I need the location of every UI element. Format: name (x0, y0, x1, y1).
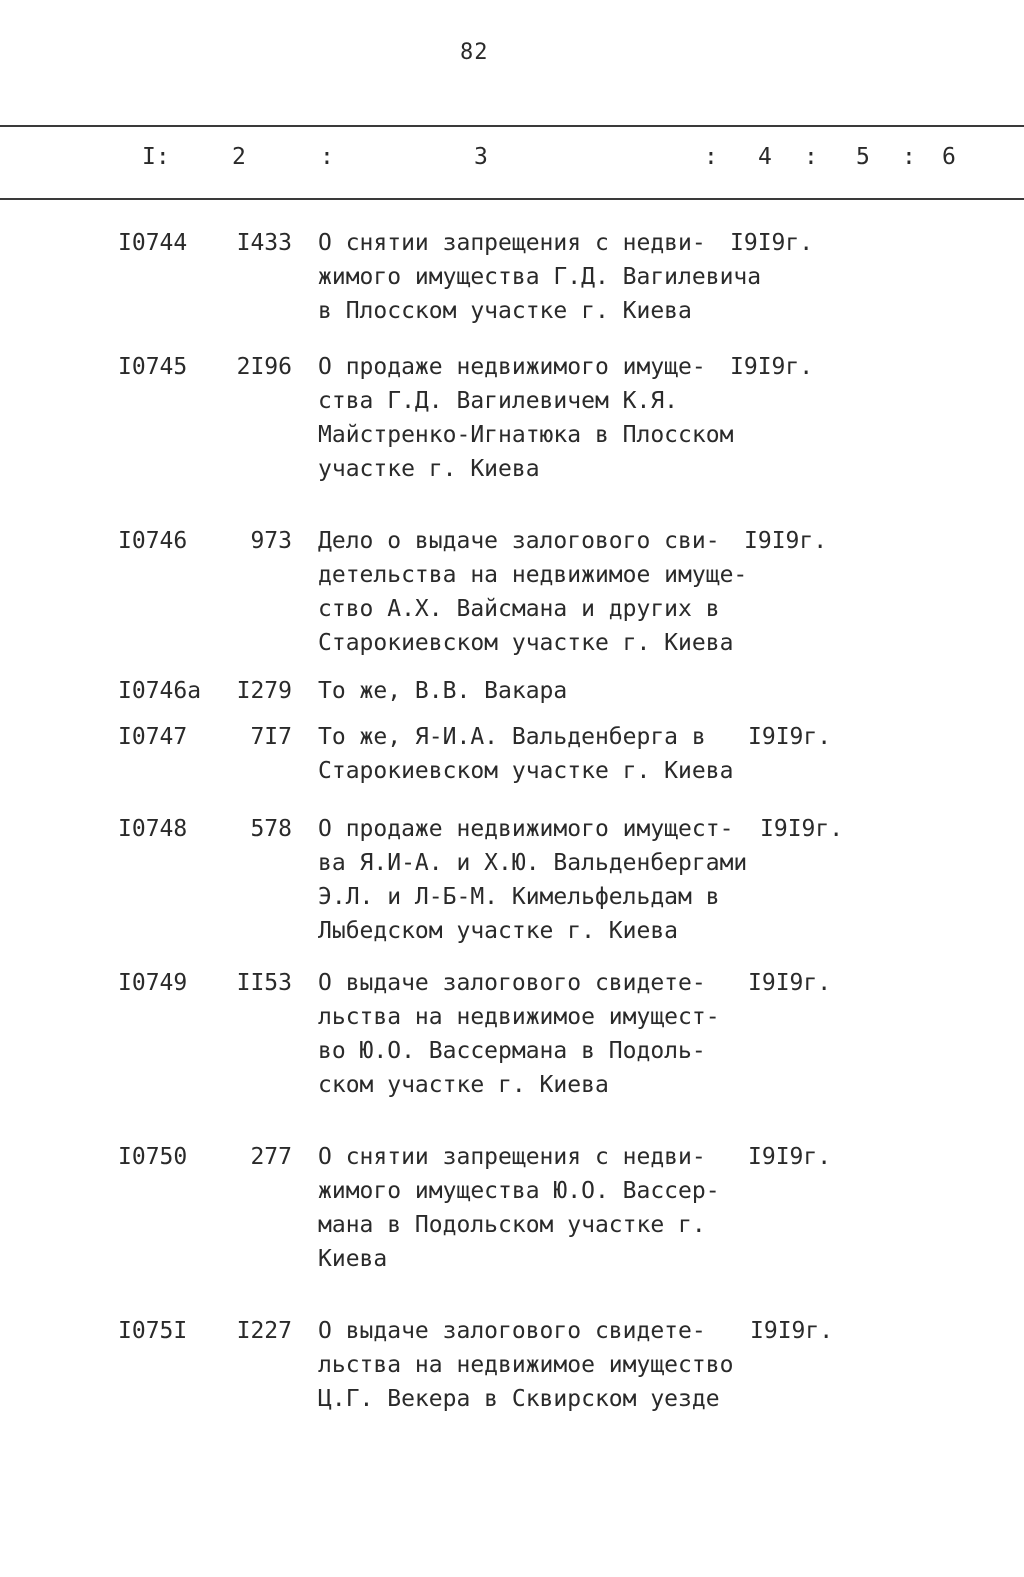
entry-title-line: Ц.Г. Векера в Сквирском уезде (318, 1386, 720, 1412)
entry-title-line: в Плосском участке г. Киева (318, 298, 692, 324)
entry-year: I9I9г. (748, 1144, 832, 1170)
entry-title-line: О снятии запрещения с недви- (318, 230, 706, 256)
entry-sheet-count: I227 (236, 1318, 292, 1344)
column-header-6: 6 (942, 144, 956, 170)
entry-number: I0746а (118, 678, 202, 704)
entry-number: I0744 (118, 230, 188, 256)
entry-title-line: То же, В.В. Вакара (318, 678, 568, 704)
column-header-4: 4 (758, 144, 772, 170)
entry-title (318, 226, 762, 328)
entry-sheet-count: 973 (250, 528, 292, 554)
column-header-3: 3 (474, 144, 488, 170)
entry-year: I9I9г. (730, 354, 814, 380)
entry-title-line: ства Г.Д. Вагилевичем К.Я. (318, 388, 679, 414)
header-bottom-rule (0, 198, 1024, 200)
entry-sheet-count: 7I7 (250, 724, 292, 750)
column-separator: : (902, 144, 916, 170)
entry-title (318, 524, 758, 660)
column-separator: : (320, 144, 334, 170)
entry-sheet-count: I433 (236, 230, 292, 256)
page-number: 82 (460, 40, 489, 65)
entry-year: I9I9г. (748, 724, 832, 750)
entry-title-line: ство А.Х. Вайсмана и других в (318, 596, 720, 622)
entry-title-line: Киева (318, 1246, 388, 1272)
entry-title (318, 350, 758, 486)
column-header-1: I: (142, 144, 170, 170)
entry-title-line: Старокиевском участке г. Киева (318, 758, 734, 784)
entry-title (318, 674, 758, 708)
column-separator: : (704, 144, 718, 170)
entry-title-line: льства на недвижимое имущест- (318, 1004, 720, 1030)
entry-title-line: Лыбедском участке г. Киева (318, 918, 679, 944)
entry-year: I9I9г. (748, 970, 832, 996)
entry-year: I9I9г. (730, 230, 814, 256)
entry-title-line: ва Я.И-А. и Х.Ю. Вальденбергами (318, 850, 748, 876)
entry-number: I0746 (118, 528, 188, 554)
entry-sheet-count: II53 (236, 970, 292, 996)
entry-title-line: льства на недвижимое имущество (318, 1352, 734, 1378)
entry-title (318, 1140, 758, 1276)
entry-title-line: О выдаче залогового свидете- (318, 1318, 706, 1344)
entry-year: I9I9г. (750, 1318, 834, 1344)
entry-number: I0745 (118, 354, 188, 380)
entry-title (318, 966, 758, 1102)
entry-number: I0749 (118, 970, 188, 996)
entry-title-line: детельства на недвижимое имуще- (318, 562, 748, 588)
entry-title-line: ском участке г. Киева (318, 1072, 609, 1098)
entry-title-line: Майстренко-Игнатюка в Плосском (318, 422, 734, 448)
column-header-row (0, 144, 1024, 178)
entry-year: I9I9г. (760, 816, 844, 842)
entry-title-line: Старокиевском участке г. Киева (318, 630, 734, 656)
entry-sheet-count: 2I96 (236, 354, 292, 380)
entry-number: I0750 (118, 1144, 188, 1170)
entry-title-line: участке г. Киева (318, 456, 540, 482)
entry-sheet-count: 277 (250, 1144, 292, 1170)
entry-title-line: То же, Я-И.А. Вальденберга в (318, 724, 706, 750)
header-top-rule (0, 125, 1024, 127)
entry-title-line: жимого имущества Г.Д. Вагилевича (318, 264, 762, 290)
column-header-2: 2 (232, 144, 246, 170)
entry-title-line: Э.Л. и Л-Б-М. Кимельфельдам в (318, 884, 720, 910)
entry-number: I0748 (118, 816, 188, 842)
entry-title (318, 720, 758, 788)
entry-title-line: жимого имущества Ю.О. Вассер- (318, 1178, 720, 1204)
entry-title-line: О продаже недвижимого имущест- (318, 816, 734, 842)
entry-year: I9I9г. (744, 528, 828, 554)
entry-number: I0747 (118, 724, 188, 750)
entry-title-line: О продаже недвижимого имуще- (318, 354, 706, 380)
entry-title-line: во Ю.О. Вассермана в Подоль- (318, 1038, 706, 1064)
entry-title-line: О снятии запрещения с недви- (318, 1144, 706, 1170)
entry-title-line: О выдаче залогового свидете- (318, 970, 706, 996)
entry-title (318, 812, 758, 948)
entry-title (318, 1314, 758, 1416)
column-header-5: 5 (856, 144, 870, 170)
entry-sheet-count: 578 (250, 816, 292, 842)
column-separator: : (804, 144, 818, 170)
entry-title-line: мана в Подольском участке г. (318, 1212, 706, 1238)
entry-title-line: Дело о выдаче залогового сви- (318, 528, 720, 554)
entry-number: I075I (118, 1318, 188, 1344)
entry-sheet-count: I279 (236, 678, 292, 704)
